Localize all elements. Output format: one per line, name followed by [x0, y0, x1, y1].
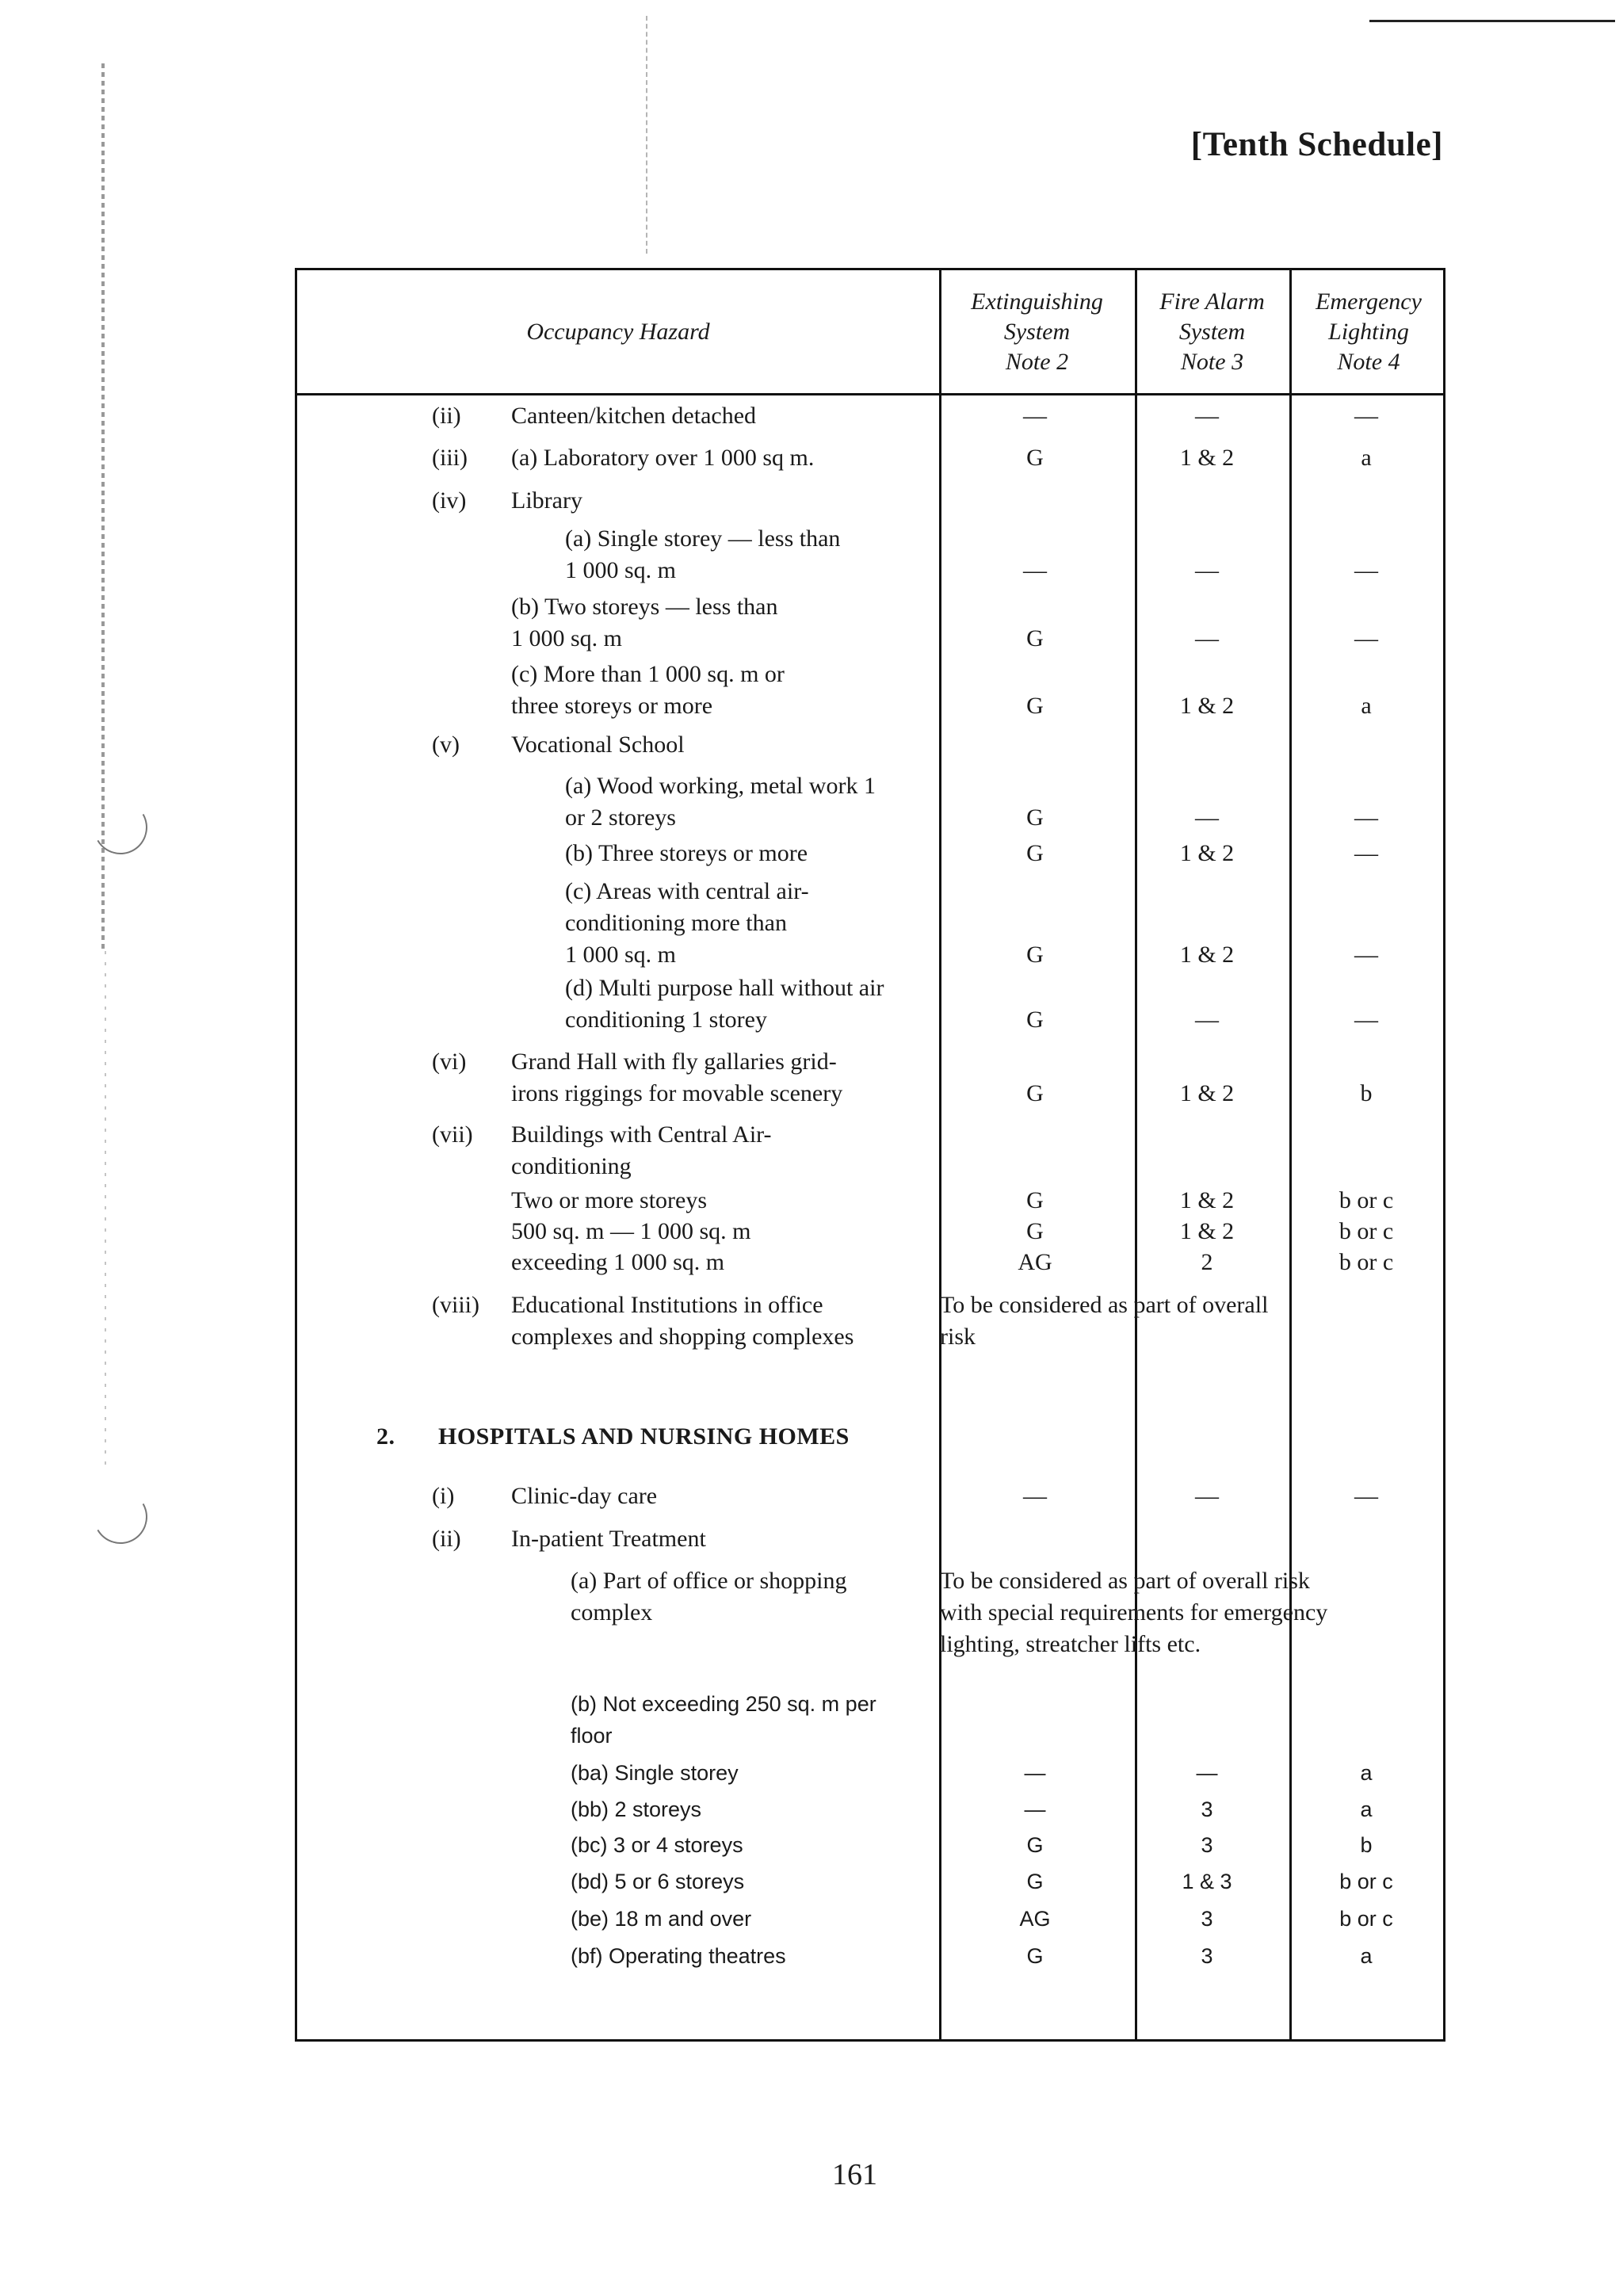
fire-alarm-cell-value: 1 & 2 [1179, 1080, 1235, 1106]
occupancy-text: Clinic-day care [511, 1483, 658, 1509]
item-number: (v) [432, 732, 460, 758]
emergency-lighting-cell-value: — [1354, 557, 1378, 583]
occupancy-text: (ba) Single storey [571, 1761, 739, 1785]
occupancy-text: (a) Laboratory over 1 000 sq m. [511, 445, 815, 471]
occupancy-text: exceeding 1 000 sq. m [511, 1249, 725, 1275]
occupancy-text: (a) Part of office or shopping [571, 1568, 847, 1594]
extinguishing-cell-value: G [1026, 1944, 1044, 1968]
occupancy-text: 1 000 sq. m [565, 942, 677, 968]
emergency-lighting-cell-value: — [1354, 625, 1378, 651]
column-header-text: Emergency [1316, 288, 1422, 315]
fire-alarm-cell-value: — [1195, 804, 1219, 831]
emergency-lighting-cell-value: a [1360, 1944, 1373, 1968]
occupancy-text: conditioning more than [565, 910, 787, 936]
extinguishing-cell-value: AG [1018, 1249, 1052, 1275]
fire-alarm-cell-value: 1 & 2 [1179, 942, 1235, 968]
header-rule [1369, 20, 1615, 22]
fire-alarm-cell-value: 1 & 2 [1179, 445, 1235, 471]
extinguishing-cell-value: — [1024, 1761, 1046, 1785]
emergency-lighting-cell-value: — [1354, 403, 1378, 429]
fire-alarm-cell-value: 1 & 2 [1179, 1218, 1235, 1244]
occupancy-text: Educational Institutions in office [511, 1292, 823, 1318]
fire-alarm-cell-value: — [1196, 1761, 1218, 1785]
item-number: (iii) [432, 445, 468, 471]
occupancy-text: (a) Wood working, metal work 1 [565, 773, 876, 799]
fire-alarm-cell-value: 1 & 2 [1179, 1187, 1235, 1213]
occupancy-text: 1 000 sq. m [565, 557, 677, 583]
occupancy-text: complexes and shopping complexes [511, 1324, 854, 1350]
column-header-text: Lighting [1328, 318, 1409, 345]
occupancy-text: (a) Single storey — less than [565, 525, 841, 552]
item-number: (iv) [432, 487, 467, 514]
occupancy-text: or 2 storeys [565, 804, 676, 831]
occupancy-text: (bb) 2 storeys [571, 1797, 702, 1821]
extinguishing-cell-value: — [1023, 1483, 1047, 1509]
page-number: 161 [832, 2158, 877, 2191]
column-divider [939, 270, 941, 2039]
fire-alarm-cell-value: — [1195, 1007, 1219, 1033]
occupancy-text: conditioning 1 storey [565, 1007, 767, 1033]
emergency-lighting-cell-value: b [1360, 1080, 1373, 1106]
fire-alarm-cell-value: 1 & 3 [1182, 1870, 1232, 1893]
item-number: (ii) [432, 1526, 461, 1552]
scan-fold-mark [646, 16, 647, 254]
extinguishing-cell-value: G [1026, 445, 1044, 471]
column-divider [1135, 270, 1137, 2039]
column-header-text: Extinguishing [971, 288, 1103, 315]
occupancy-text: (be) 18 m and over [571, 1907, 752, 1931]
column-divider [1289, 270, 1292, 2039]
occupancy-text: irons riggings for movable scenery [511, 1080, 843, 1106]
occupancy-text: (d) Multi purpose hall without air [565, 975, 884, 1001]
occupancy-text: Two or more storeys [511, 1187, 708, 1213]
emergency-lighting-cell-value: b or c [1338, 1218, 1394, 1244]
extinguishing-cell-value: G [1026, 693, 1044, 719]
column-header-text: Fire Alarm [1159, 288, 1265, 315]
item-number: (viii) [432, 1292, 479, 1318]
header-divider [297, 393, 1443, 395]
extinguishing-cell-value: G [1026, 840, 1044, 866]
emergency-lighting-cell-value: b or c [1338, 1187, 1394, 1213]
fire-alarm-cell-value: 3 [1201, 1797, 1213, 1821]
occupancy-text: In-patient Treatment [511, 1526, 706, 1552]
fire-alarm-cell-value: — [1195, 625, 1219, 651]
fire-alarm-cell-value: 2 [1201, 1249, 1213, 1275]
occupancy-text: (bf) Operating theatres [571, 1944, 786, 1968]
column-header-text: System [1003, 318, 1071, 345]
emergency-lighting-cell-value: a [1360, 1761, 1373, 1785]
hazard-table [295, 268, 1445, 2042]
extinguishing-cell-value: G [1026, 1007, 1044, 1033]
fire-alarm-cell-value: — [1195, 403, 1219, 429]
occupancy-text: Vocational School [511, 732, 685, 758]
item-number: (i) [432, 1483, 455, 1509]
fire-alarm-cell-value: 1 & 2 [1179, 840, 1235, 866]
occupancy-text: (b) Two storeys — less than [511, 594, 778, 620]
occupancy-text: (b) Three storeys or more [565, 840, 808, 866]
column-header-emergency [1289, 270, 1448, 393]
schedule-title: [Tenth Schedule] [1190, 126, 1443, 163]
emergency-lighting-cell-value: a [1360, 1797, 1373, 1821]
extinguishing-cell-value: G [1026, 1833, 1044, 1857]
extinguishing-cell-value: — [1023, 403, 1047, 429]
item-number: (ii) [432, 403, 461, 429]
emergency-lighting-cell-value: b or c [1338, 1249, 1394, 1275]
occupancy-text: conditioning [511, 1153, 632, 1179]
section-number: 2. [376, 1423, 395, 1450]
occupancy-text: (b) Not exceeding 250 sq. m per [571, 1692, 876, 1716]
spanning-note: To be considered as part of overall risk [940, 1568, 1310, 1594]
emergency-lighting-cell-value: — [1354, 1483, 1378, 1509]
occupancy-text: (bd) 5 or 6 storeys [571, 1870, 745, 1893]
emergency-lighting-cell-value: b or c [1339, 1870, 1393, 1893]
emergency-lighting-cell-value: b [1360, 1833, 1373, 1857]
spanning-note: risk [940, 1324, 976, 1350]
extinguishing-cell-value: — [1023, 557, 1047, 583]
occupancy-text: Library [511, 487, 582, 514]
item-number: (vi) [432, 1049, 467, 1075]
emergency-lighting-cell-value: a [1361, 445, 1372, 471]
occupancy-text: floor [571, 1724, 613, 1748]
column-header-fire-alarm [1135, 270, 1289, 393]
spanning-note: lighting, streatcher lifts etc. [940, 1631, 1201, 1657]
occupancy-text: (bc) 3 or 4 storeys [571, 1833, 743, 1857]
extinguishing-cell-value: G [1026, 942, 1044, 968]
occupancy-text: three storeys or more [511, 693, 713, 719]
occupancy-text: 1 000 sq. m [511, 625, 623, 651]
section-heading: HOSPITALS AND NURSING HOMES [438, 1423, 850, 1450]
fire-alarm-cell-value: 1 & 2 [1179, 693, 1235, 719]
extinguishing-cell-value: G [1026, 625, 1044, 651]
occupancy-text: complex [571, 1599, 653, 1626]
item-number: (vii) [432, 1121, 473, 1148]
occupancy-text: Grand Hall with fly gallaries grid- [511, 1049, 837, 1075]
emergency-lighting-cell-value: — [1354, 1007, 1378, 1033]
column-header-text: Note 3 [1180, 348, 1244, 375]
fire-alarm-cell-value: 3 [1201, 1944, 1213, 1968]
occupancy-text: 500 sq. m — 1 000 sq. m [511, 1218, 751, 1244]
extinguishing-cell-value: G [1026, 1187, 1044, 1213]
occupancy-text: (c) Areas with central air- [565, 878, 809, 904]
emergency-lighting-cell-value: — [1354, 942, 1378, 968]
fire-alarm-cell-value: 3 [1201, 1833, 1213, 1857]
column-header-extinguishing [939, 270, 1135, 393]
spanning-note: with special requirements for emergency [940, 1599, 1328, 1626]
column-header-occupancy [297, 270, 939, 393]
occupancy-text: (c) More than 1 000 sq. m or [511, 661, 785, 687]
spanning-note: To be considered as part of overall [940, 1292, 1269, 1318]
punch-hole [87, 794, 153, 860]
extinguishing-cell-value: G [1026, 1080, 1044, 1106]
punch-hole [87, 1484, 153, 1549]
emergency-lighting-cell-value: — [1354, 840, 1378, 866]
fire-alarm-cell-value: — [1195, 557, 1219, 583]
fire-alarm-cell-value: — [1195, 1483, 1219, 1509]
emergency-lighting-cell-value: — [1354, 804, 1378, 831]
extinguishing-cell-value: — [1024, 1797, 1046, 1821]
column-header-text: Occupancy Hazard [526, 318, 710, 345]
emergency-lighting-cell-value: b or c [1339, 1907, 1393, 1931]
column-header-text: System [1178, 318, 1246, 345]
occupancy-text: Canteen/kitchen detached [511, 403, 757, 429]
extinguishing-cell-value: G [1026, 804, 1044, 831]
column-header-text: Note 2 [1005, 348, 1069, 375]
extinguishing-cell-value: G [1026, 1870, 1044, 1893]
extinguishing-cell-value: AG [1019, 1907, 1051, 1931]
extinguishing-cell-value: G [1026, 1218, 1044, 1244]
occupancy-text: Buildings with Central Air- [511, 1121, 772, 1148]
emergency-lighting-cell-value: a [1361, 693, 1372, 719]
fire-alarm-cell-value: 3 [1201, 1907, 1213, 1931]
column-header-text: Note 4 [1337, 348, 1400, 375]
scan-edge-mark [105, 951, 106, 1466]
